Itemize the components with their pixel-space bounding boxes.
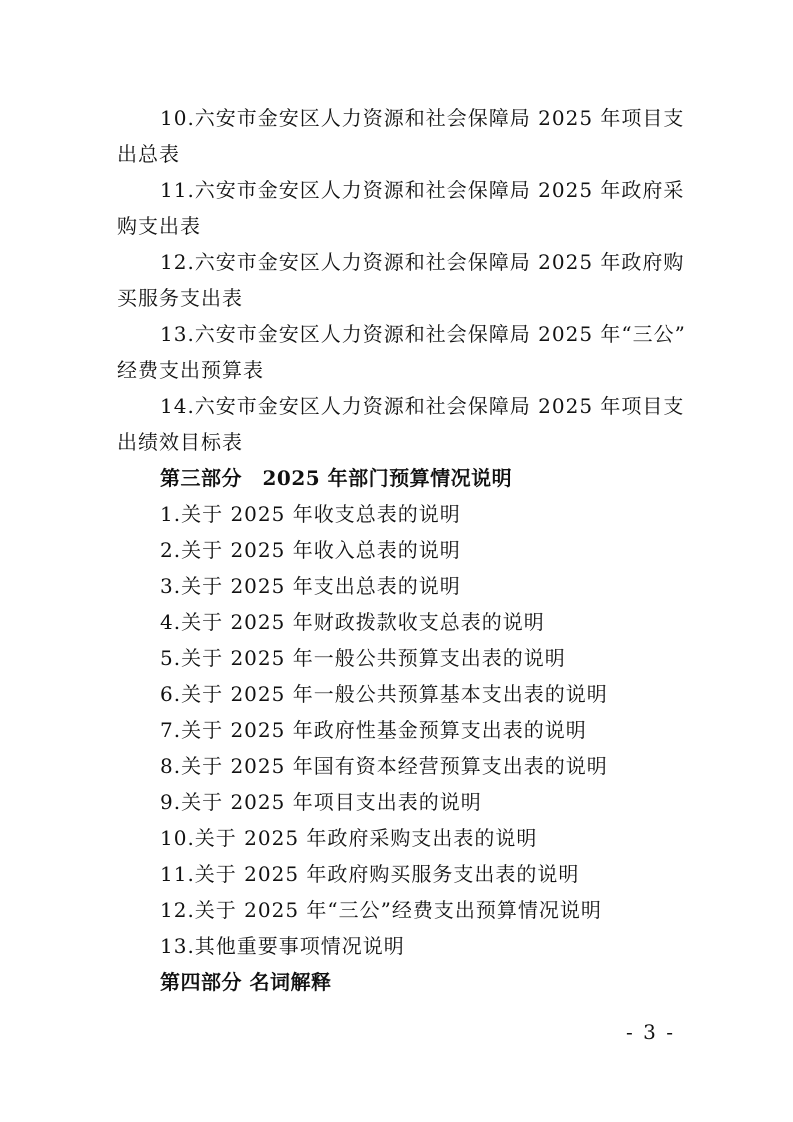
part3-item: 13.其他重要事项情况说明 bbox=[160, 934, 405, 958]
part3-item: 1.关于 2025 年收支总表的说明 bbox=[160, 502, 461, 526]
part3-item: 11.关于 2025 年政府购买服务支出表的说明 bbox=[160, 862, 580, 886]
toc-item-10-line2: 出总表 bbox=[117, 142, 180, 166]
toc-item-10-line1: 10.六安市金安区人力资源和社会保障局 2025 年项目支 bbox=[160, 106, 685, 130]
toc-item-11-line1: 11.六安市金安区人力资源和社会保障局 2025 年政府采 bbox=[160, 178, 685, 202]
toc-item-12-line2: 买服务支出表 bbox=[117, 286, 243, 310]
part3-item: 6.关于 2025 年一般公共预算基本支出表的说明 bbox=[160, 682, 608, 706]
toc-item-14-line1: 14.六安市金安区人力资源和社会保障局 2025 年项目支 bbox=[160, 394, 685, 418]
part3-item: 8.关于 2025 年国有资本经营预算支出表的说明 bbox=[160, 754, 608, 778]
part3-item: 3.关于 2025 年支出总表的说明 bbox=[160, 574, 461, 598]
page-number: - 3 - bbox=[626, 1020, 675, 1044]
part3-item: 12.关于 2025 年“三公”经费支出预算情况说明 bbox=[160, 898, 602, 922]
part4-heading: 第四部分 名词解释 bbox=[160, 970, 332, 994]
toc-item-11-line2: 购支出表 bbox=[117, 214, 201, 238]
toc-item-13-line1: 13.六安市金安区人力资源和社会保障局 2025 年“三公” bbox=[160, 322, 686, 346]
part3-item: 4.关于 2025 年财政拨款收支总表的说明 bbox=[160, 610, 545, 634]
toc-item-13-line2: 经费支出预算表 bbox=[117, 358, 264, 382]
part3-item: 2.关于 2025 年收入总表的说明 bbox=[160, 538, 461, 562]
part3-item: 9.关于 2025 年项目支出表的说明 bbox=[160, 790, 482, 814]
toc-item-14-line2: 出绩效目标表 bbox=[117, 430, 243, 454]
part3-item: 10.关于 2025 年政府采购支出表的说明 bbox=[160, 826, 538, 850]
toc-item-12-line1: 12.六安市金安区人力资源和社会保障局 2025 年政府购 bbox=[160, 250, 685, 274]
part3-item: 7.关于 2025 年政府性基金预算支出表的说明 bbox=[160, 718, 587, 742]
part3-heading: 第三部分 2025 年部门预算情况说明 bbox=[160, 466, 513, 490]
part3-item: 5.关于 2025 年一般公共预算支出表的说明 bbox=[160, 646, 566, 670]
